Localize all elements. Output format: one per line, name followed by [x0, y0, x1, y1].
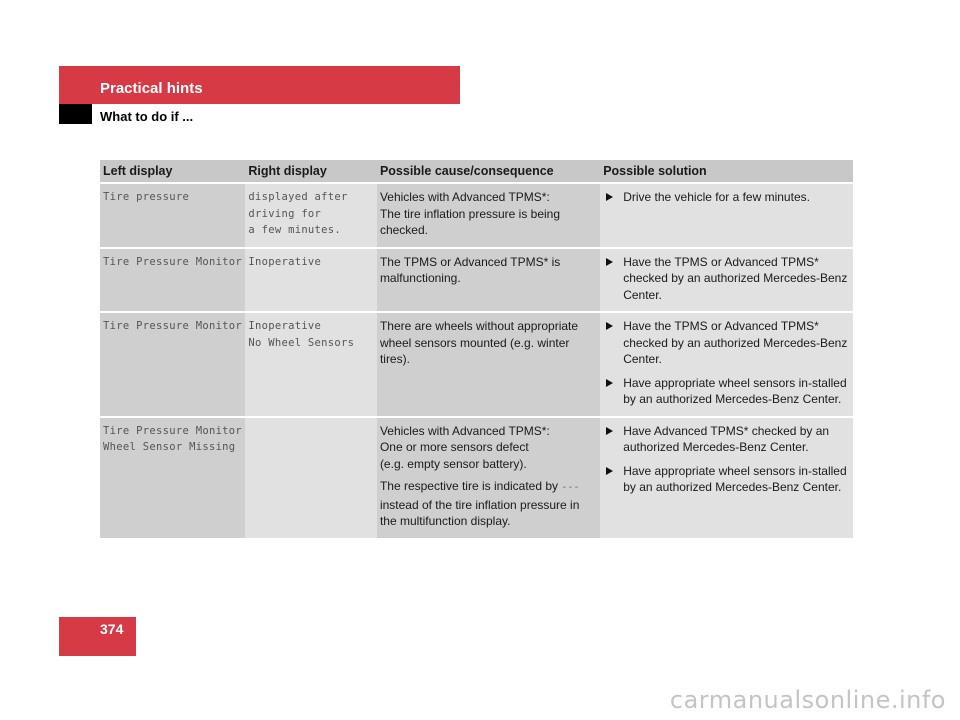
solution-cell — [600, 313, 853, 418]
solution-cell — [600, 184, 853, 249]
bullet-arrow-icon — [606, 322, 613, 330]
right-display-cell — [245, 249, 377, 314]
bullet-arrow-icon — [606, 427, 613, 435]
left-display-cell — [100, 313, 245, 418]
solution-item — [603, 375, 850, 408]
cause-text: (e.g. empty sensor battery). — [379, 456, 527, 471]
table-row — [100, 184, 853, 249]
right-display-cell — [245, 313, 377, 418]
solution-text: Have Advanced TPMS* checked by an authorized Mercedes-Benz Center. — [623, 423, 830, 454]
bullet-arrow-icon — [606, 379, 613, 387]
cause-text: Vehicles with Advanced TPMS*: — [379, 423, 550, 438]
section-subtitle: What to do if ... — [100, 109, 194, 124]
cause-paragraph — [380, 318, 597, 368]
right-display-text: Inoperative — [248, 255, 322, 268]
column-header-left-display: Left display — [100, 160, 245, 184]
cause-text: The respective tire is indicated by — [379, 479, 559, 493]
left-display-text: Wheel Sensor Missing — [103, 441, 236, 453]
bullet-arrow-icon — [606, 467, 613, 475]
column-header-cause: Possible cause/consequence — [377, 160, 600, 184]
table-row — [100, 249, 853, 314]
left-display-text: Tire Pressure Monitor — [103, 255, 243, 268]
left-display-text: Tire pressure — [103, 191, 190, 203]
solution-cell — [600, 418, 853, 540]
cause-text: The TPMS or Advanced TPMS* is malfunctioning. — [379, 254, 561, 285]
right-display-text: a few minutes. — [248, 224, 342, 236]
cause-paragraph — [380, 254, 597, 287]
solution-text: Have the TPMS or Advanced TPMS* checked by an authorized Mercedes-Benz Center. — [623, 254, 848, 302]
right-display-cell — [245, 418, 377, 540]
section-title: Practical hints — [100, 80, 203, 97]
solution-text: Have appropriate wheel sensors in-stalled by an authorized Mercedes-Benz Center. — [623, 463, 847, 494]
left-display-cell — [100, 418, 245, 540]
left-display-cell — [100, 249, 245, 314]
table-row — [100, 313, 853, 418]
cause-text: instead of the tire inflation pressure in the multifunction display. — [379, 497, 580, 528]
solution-text: Have the TPMS or Advanced TPMS* checked by an authorized Mercedes-Benz Center. — [623, 319, 848, 366]
left-display-text: Tire Pressure Monitor — [103, 424, 243, 437]
page-number: 374 — [100, 621, 124, 637]
watermark: carmanualsonline.info — [669, 686, 946, 714]
cause-paragraph — [380, 189, 597, 239]
column-header-solution: Possible solution — [600, 160, 853, 184]
cause-cell — [377, 184, 600, 249]
solution-item — [603, 254, 850, 304]
pressure-placeholder-symbol: --- — [561, 482, 580, 493]
solution-item — [603, 463, 850, 496]
bullet-arrow-icon — [606, 258, 613, 266]
solution-item — [603, 318, 850, 368]
cause-cell — [377, 313, 600, 418]
cause-text: The tire inflation pressure is being checked. — [379, 206, 561, 237]
table-row — [100, 418, 853, 540]
right-display-text: No Wheel Sensors — [248, 336, 355, 349]
solution-item — [603, 423, 850, 456]
cause-cell — [377, 418, 600, 540]
right-display-cell — [245, 184, 377, 249]
cause-paragraph — [380, 478, 597, 530]
cause-paragraph — [380, 423, 597, 473]
cause-text: Vehicles with Advanced TPMS*: — [379, 190, 550, 204]
table-header-row — [100, 160, 853, 184]
tpms-message-table — [100, 160, 853, 540]
solution-text: Drive the vehicle for a few minutes. — [623, 190, 810, 204]
solution-item — [603, 189, 850, 206]
cause-cell — [377, 249, 600, 314]
right-display-text: displayed after — [248, 191, 348, 203]
right-display-text: driving for — [248, 207, 322, 220]
page-number-box — [59, 617, 136, 656]
bullet-arrow-icon — [606, 193, 613, 201]
column-header-right-display: Right display — [245, 160, 377, 184]
cause-text: One or more sensors defect — [379, 440, 529, 454]
left-display-text: Tire Pressure Monitor — [103, 320, 243, 332]
solution-cell — [600, 249, 853, 314]
right-display-text: Inoperative — [248, 320, 322, 332]
cause-text: There are wheels without appropriate wheel sensors mounted (e.g. winter tires). — [379, 319, 579, 366]
solution-text: Have appropriate wheel sensors in-stalled by an authorized Mercedes-Benz Center. — [623, 375, 847, 406]
left-display-cell — [100, 184, 245, 249]
header-marker — [59, 104, 92, 124]
